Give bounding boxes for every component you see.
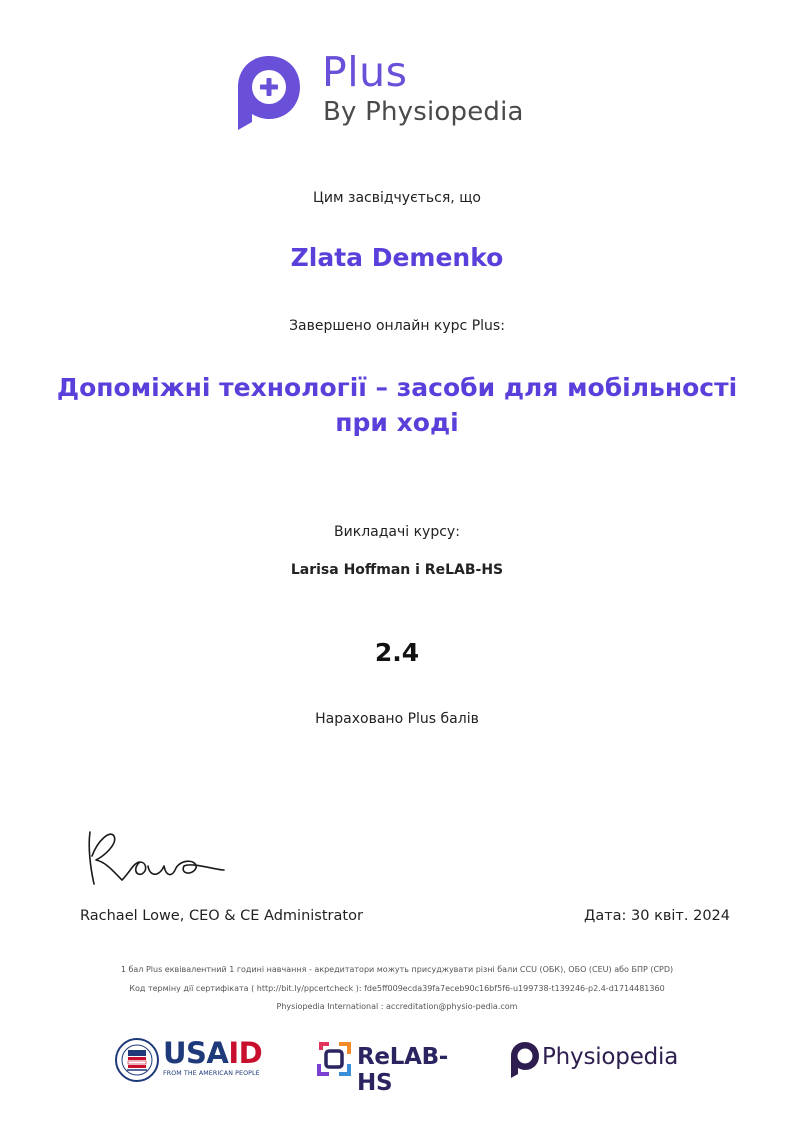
logo-plus-text: Plus <box>322 48 408 96</box>
instructors-label: Викладачі курсу: <box>334 524 460 540</box>
course-title <box>0 370 794 440</box>
physiopedia-icon <box>510 1041 540 1079</box>
logo-by-text: By Physiopedia <box>323 97 524 127</box>
signature-image <box>76 826 228 888</box>
footer-points-note: 1 бал Plus еквівалентний 1 годині навчання - акредитатори можуть присуджувати різні бали CCU (ОБК), ОБО (CEU) або БПР (CPD) <box>120 965 674 974</box>
instructors-names: Larisa Hoffman і ReLAB-HS <box>290 562 504 578</box>
relab-hs-logo <box>315 1040 475 1096</box>
usaid-wordmark: USAID <box>163 1036 263 1070</box>
relab-hs-icon <box>315 1040 353 1078</box>
points-label: Нараховано Plus балів <box>315 711 479 727</box>
recipient-name: Zlata Demenko <box>290 243 504 272</box>
course-title-line1: Допоміжні технології – засоби для мобільності <box>56 373 738 402</box>
usaid-logo <box>115 1036 267 1086</box>
certificate-date: Дата: 30 квіт. 2024 <box>584 908 730 924</box>
completed-label: Завершено онлайн курс Plus: <box>289 318 505 334</box>
usaid-seal-icon <box>115 1038 159 1082</box>
certificate-intro: Цим засвідчується, що <box>313 190 481 206</box>
usaid-tagline: FROM THE AMERICAN PEOPLE <box>163 1070 260 1077</box>
footer-validation-code: Код терміну дії сертифіката ( http://bit.ly/ppcertcheck ): fde5ff009ecda39fa7eceb90c16bf5f6-u199738-t139246-p2.4-d1714481360 <box>129 984 665 993</box>
points-value: 2.4 <box>374 638 420 667</box>
plus-logo-icon <box>236 54 302 134</box>
physiopedia-logo <box>510 1040 690 1080</box>
physiopedia-wordmark: Physiopedia <box>542 1044 679 1070</box>
relab-hs-wordmark: ReLAB-HS <box>357 1044 449 1096</box>
course-title-line2: при ході <box>335 408 459 437</box>
footer-contact: Physiopedia International : accreditation@physio-pedia.com <box>276 1002 518 1011</box>
plus-by-physiopedia-logo <box>236 50 536 132</box>
signatory-name: Rachael Lowe, CEO & CE Administrator <box>80 908 363 924</box>
